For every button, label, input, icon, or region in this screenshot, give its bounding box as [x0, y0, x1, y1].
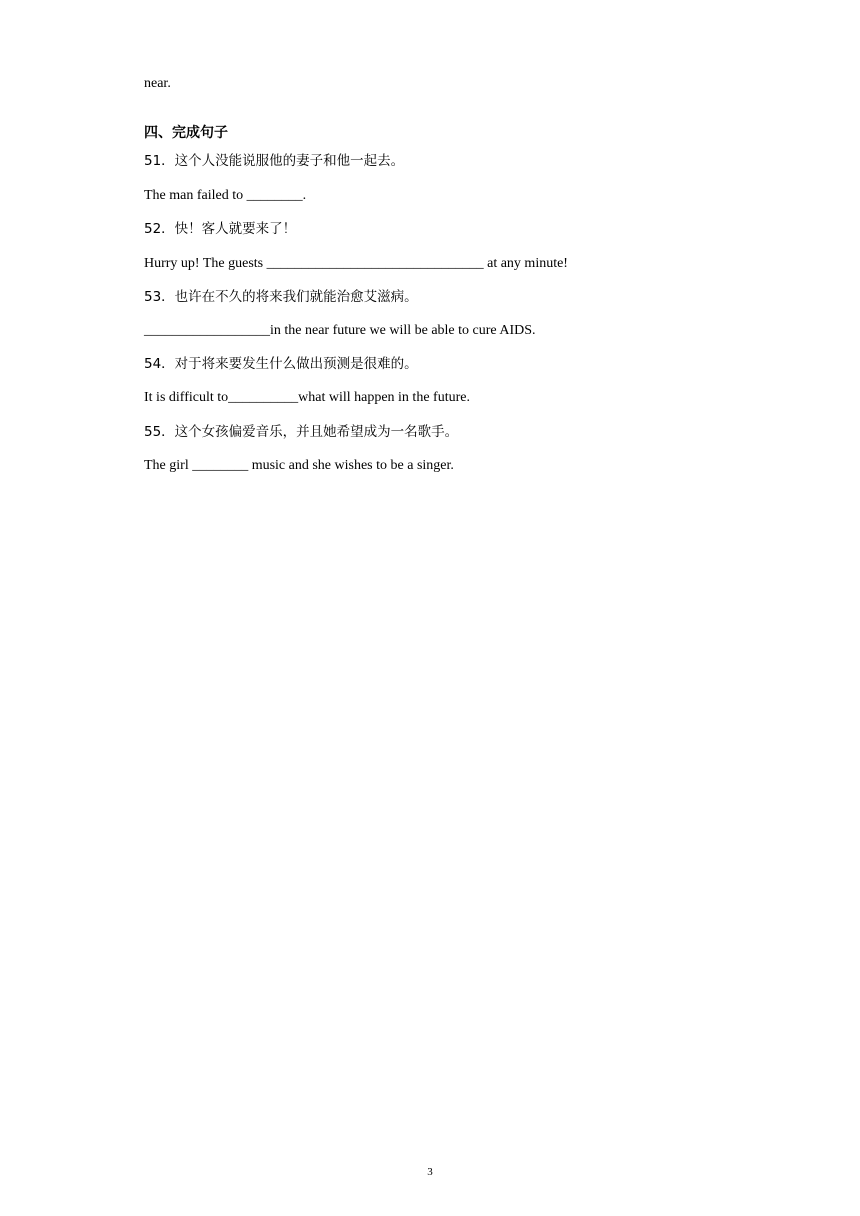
item-54-prompt: 54．对于将来要发生什么做出预测是很难的。	[144, 356, 418, 372]
item-52-sentence: Hurry up! The guests _______________________________ at any minute!	[144, 256, 568, 271]
item-55-sentence: The girl ________ music and she wishes to be a singer.	[144, 458, 454, 473]
item-52-prompt: 52．快！客人就要来了！	[144, 221, 297, 237]
item-53-prompt: 53．也许在不久的将来我们就能治愈艾滋病。	[144, 289, 418, 305]
item-53-sentence: __________________in the near future we will be able to cure AIDS.	[144, 323, 536, 338]
item-54-sentence: It is difficult to__________what will happen in the future.	[144, 390, 470, 405]
page-number: 3	[427, 1166, 433, 1178]
item-51-prompt: 51．这个人没能说服他的妻子和他一起去。	[144, 153, 405, 169]
section-heading: 四、完成句子	[144, 125, 228, 141]
item-55-prompt: 55．这个女孩偏爱音乐，并且她希望成为一名歌手。	[144, 424, 459, 440]
item-51-sentence: The man failed to ________.	[144, 188, 307, 203]
continuation-text: near.	[144, 76, 171, 91]
